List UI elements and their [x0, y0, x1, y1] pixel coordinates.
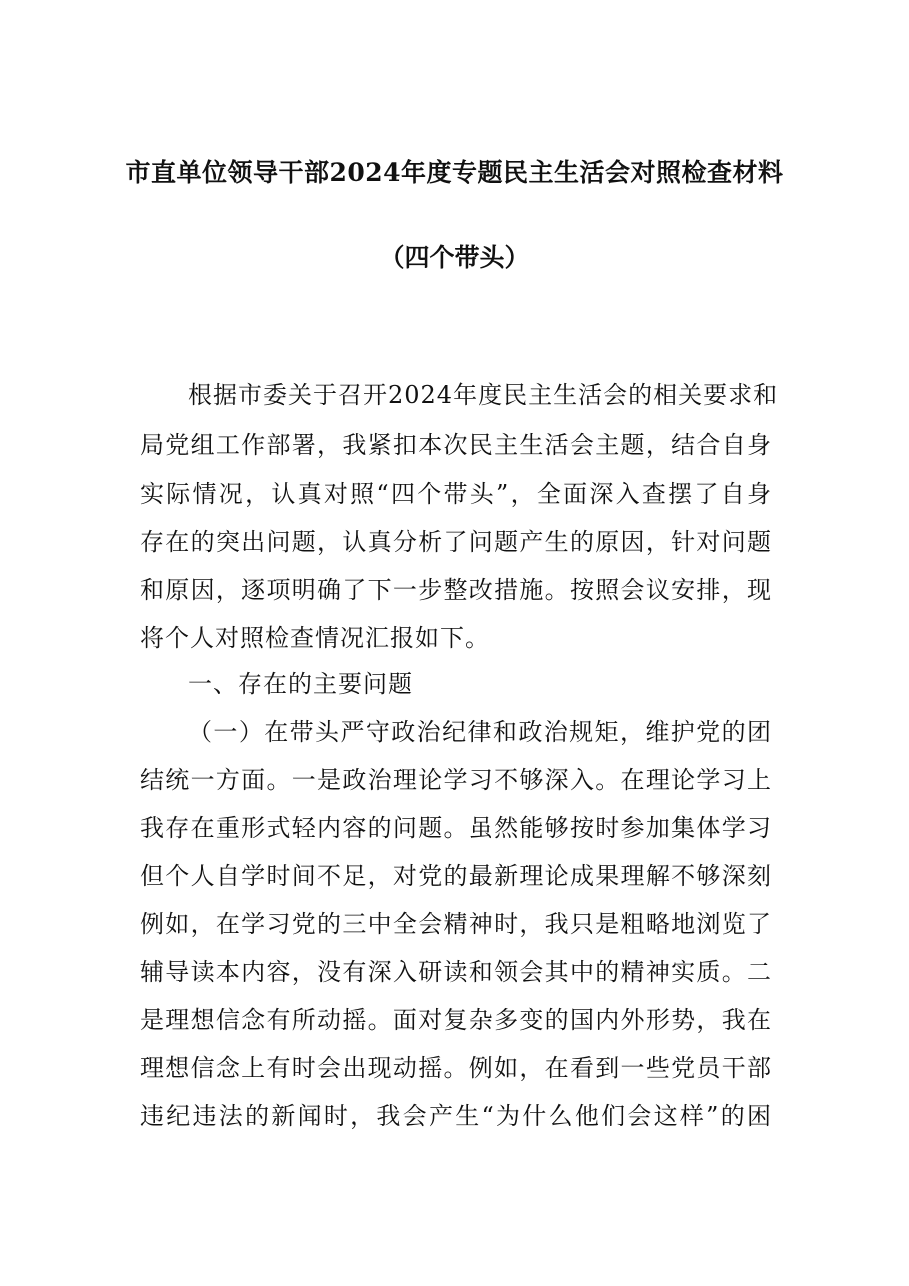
body-line: 根据市委关于召开2024年度民主生活会的相关要求和: [188, 381, 779, 409]
body-line: 局党组工作部署，我紧扣本次民主生活会主题，结合自身: [140, 431, 772, 459]
body-line: 违纪违法的新闻时，我会产生“为什么他们会这样”的困: [140, 1102, 772, 1130]
document-title: 市直单位领导干部2024年度专题民主生活会对照检查材料: [125, 158, 784, 187]
section-heading: 一、存在的主要问题: [188, 670, 413, 698]
body-line: 存在的突出问题，认真分析了问题产生的原因，针对问题: [140, 528, 772, 556]
body-line: 是理想信念有所动摇。面对复杂多变的国内外形势，我在: [140, 1006, 772, 1034]
body-line: 但个人自学时间不足，对党的最新理论成果理解不够深刻: [140, 862, 772, 890]
body-line: 理想信念上有时会出现动摇。例如，在看到一些党员干部: [140, 1054, 772, 1082]
body-line: 例如，在学习党的三中全会精神时，我只是粗略地浏览了: [140, 910, 772, 938]
body-line: 实际情况，认真对照“四个带头”，全面深入查摆了自身: [140, 480, 772, 508]
body-line: 将个人对照检查情况汇报如下。: [140, 624, 490, 652]
subsection-line: （一）在带头严守政治纪律和政治规矩，维护党的团: [188, 718, 772, 746]
document-subtitle: （四个带头）: [379, 243, 530, 272]
body-line: 结统一方面。一是政治理论学习不够深入。在理论学习上: [140, 766, 772, 794]
body-line: 我存在重形式轻内容的问题。虽然能够按时参加集体学习: [140, 814, 772, 842]
body-line: 和原因，逐项明确了下一步整改措施。按照会议安排，现: [140, 576, 772, 604]
body-line: 辅导读本内容，没有深入研读和领会其中的精神实质。二: [140, 958, 772, 986]
